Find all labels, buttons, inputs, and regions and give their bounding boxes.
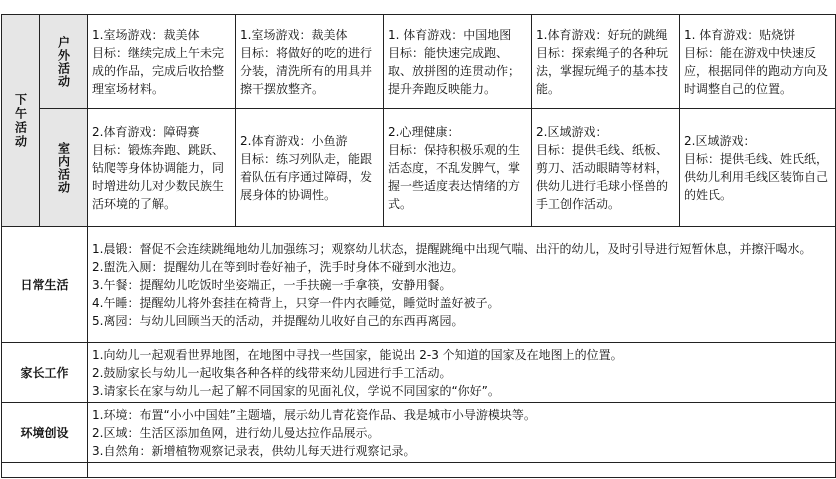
indoor-activity-5 <box>680 109 836 227</box>
plan-table <box>1 14 836 478</box>
outdoor-activity-3-text: 1. 体育游戏：中国地图 目标：能快速完成跑、取、放拼图的连贯动作；提升奔跑反映能力。 <box>388 27 521 96</box>
outdoor-activity-3 <box>384 15 532 109</box>
indoor-label: 室内活动 <box>56 141 71 194</box>
parent-work-item: 3.请家长在家与幼儿一起了解不同国家的见面礼仪，学说不同国家的“你好”。 <box>92 383 500 398</box>
afternoon-label: 下午活动 <box>13 92 28 149</box>
indoor-activity-1-text: 2.体育游戏：障碍赛 目标：锻炼奔跑、跳跃、钻爬等身体协调能力，同时增进幼儿对少数民族生活环境的了解。 <box>92 124 225 211</box>
outdoor-activity-5 <box>680 15 836 109</box>
daily-life-item: 5.离园：与幼儿回顾当天的活动，并提醒幼儿收好自己的东西再离园。 <box>92 313 464 328</box>
indoor-activity-4 <box>532 109 680 227</box>
outdoor-label-cell <box>40 15 88 109</box>
indoor-label-cell <box>40 109 88 227</box>
indoor-activity-5-text: 2.区域游戏： 目标：提供毛线、姓氏纸，供幼儿利用毛线区装饰自己的姓氏。 <box>684 133 829 202</box>
environment-item: 1.环境：布置“小小中国娃”主题墙，展示幼儿青花瓷作品、我是城市小导游模块等。 <box>92 407 536 422</box>
environment-item: 3.自然角：新增植物观察记录表，供幼儿每天进行观察记录。 <box>92 443 416 458</box>
parent-work-item: 1.向幼儿一起观看世界地图，在地图中寻找一些国家，能说出 2-3 个知道的国家及在地图上的位置。 <box>92 347 623 362</box>
daily-life-item: 3.午餐：提醒幼儿吃饭时坐姿端正，一手扶碗一手拿筷，安静用餐。 <box>92 277 452 292</box>
environment-items <box>88 403 836 463</box>
daily-life-item: 1.晨锻：督促不会连续跳绳地幼儿加强练习；观察幼儿状态，提醒跳绳中出现气喘、出汗的幼儿，及时引导进行短暂休息，并擦汗喝水。 <box>92 241 812 256</box>
outdoor-activity-5-text: 1. 体育游戏：贴烧饼 目标：能在游戏中快速反应，根据同伴的跑动方向及时调整自己的位置。 <box>684 27 829 96</box>
outdoor-activity-2 <box>236 15 384 109</box>
outdoor-activity-1-text: 1.室场游戏：裁美体 目标：继续完成上午未完成的作品，完成后收拾整理室场材料。 <box>92 27 225 96</box>
parent-work-item: 2.鼓励家长与幼儿一起收集各种各样的线带来幼儿园进行手工活动。 <box>92 365 452 380</box>
environment-label: 环境创设 <box>2 403 88 463</box>
indoor-activity-1 <box>88 109 236 227</box>
indoor-activity-2 <box>236 109 384 227</box>
indoor-activity-3 <box>384 109 532 227</box>
indoor-activity-4-text: 2.区域游戏： 目标：提供毛线、纸板、剪刀、活动眼睛等材料，供幼儿进行毛球小怪兽的手工创作活动。 <box>536 124 669 211</box>
outdoor-activity-4 <box>532 15 680 109</box>
outdoor-activity-1 <box>88 15 236 109</box>
daily-life-items <box>88 227 836 343</box>
parent-work-label: 家长工作 <box>2 343 88 403</box>
daily-life-label: 日常生活 <box>2 227 88 343</box>
outdoor-label: 户外活动 <box>56 35 71 88</box>
indoor-activity-2-text: 2.体育游戏：小鱼游 目标：练习列队走，能跟着队伍有序通过障碍，发展身体的协调性。 <box>240 133 373 202</box>
indoor-activity-3-text: 2.心理健康： 目标：保持积极乐观的生活态度，不乱发脾气，掌握一些适度表达情绪的方式。 <box>388 124 521 211</box>
daily-life-item: 2.盥洗入厕：提醒幼儿在等到时卷好袖子，洗手时身体不碰到水池边。 <box>92 259 464 274</box>
environment-item: 2.区域：生活区添加鱼网，进行幼儿曼达拉作品展示。 <box>92 425 380 440</box>
outdoor-activity-2-text: 1.室场游戏：裁美体 目标：将做好的吃的进行分装，清洗所有的用具并擦干摆放整齐。 <box>240 27 373 96</box>
outdoor-activity-4-text: 1.体育游戏：好玩的跳绳 目标：探索绳子的各种玩法，掌握玩绳子的基本技能。 <box>536 27 669 96</box>
parent-work-items <box>88 343 836 403</box>
daily-life-item: 4.午睡：提醒幼儿将外套挂在椅背上，只穿一件内衣睡觉，睡觉时盖好被子。 <box>92 295 500 310</box>
afternoon-label-cell <box>2 15 40 227</box>
